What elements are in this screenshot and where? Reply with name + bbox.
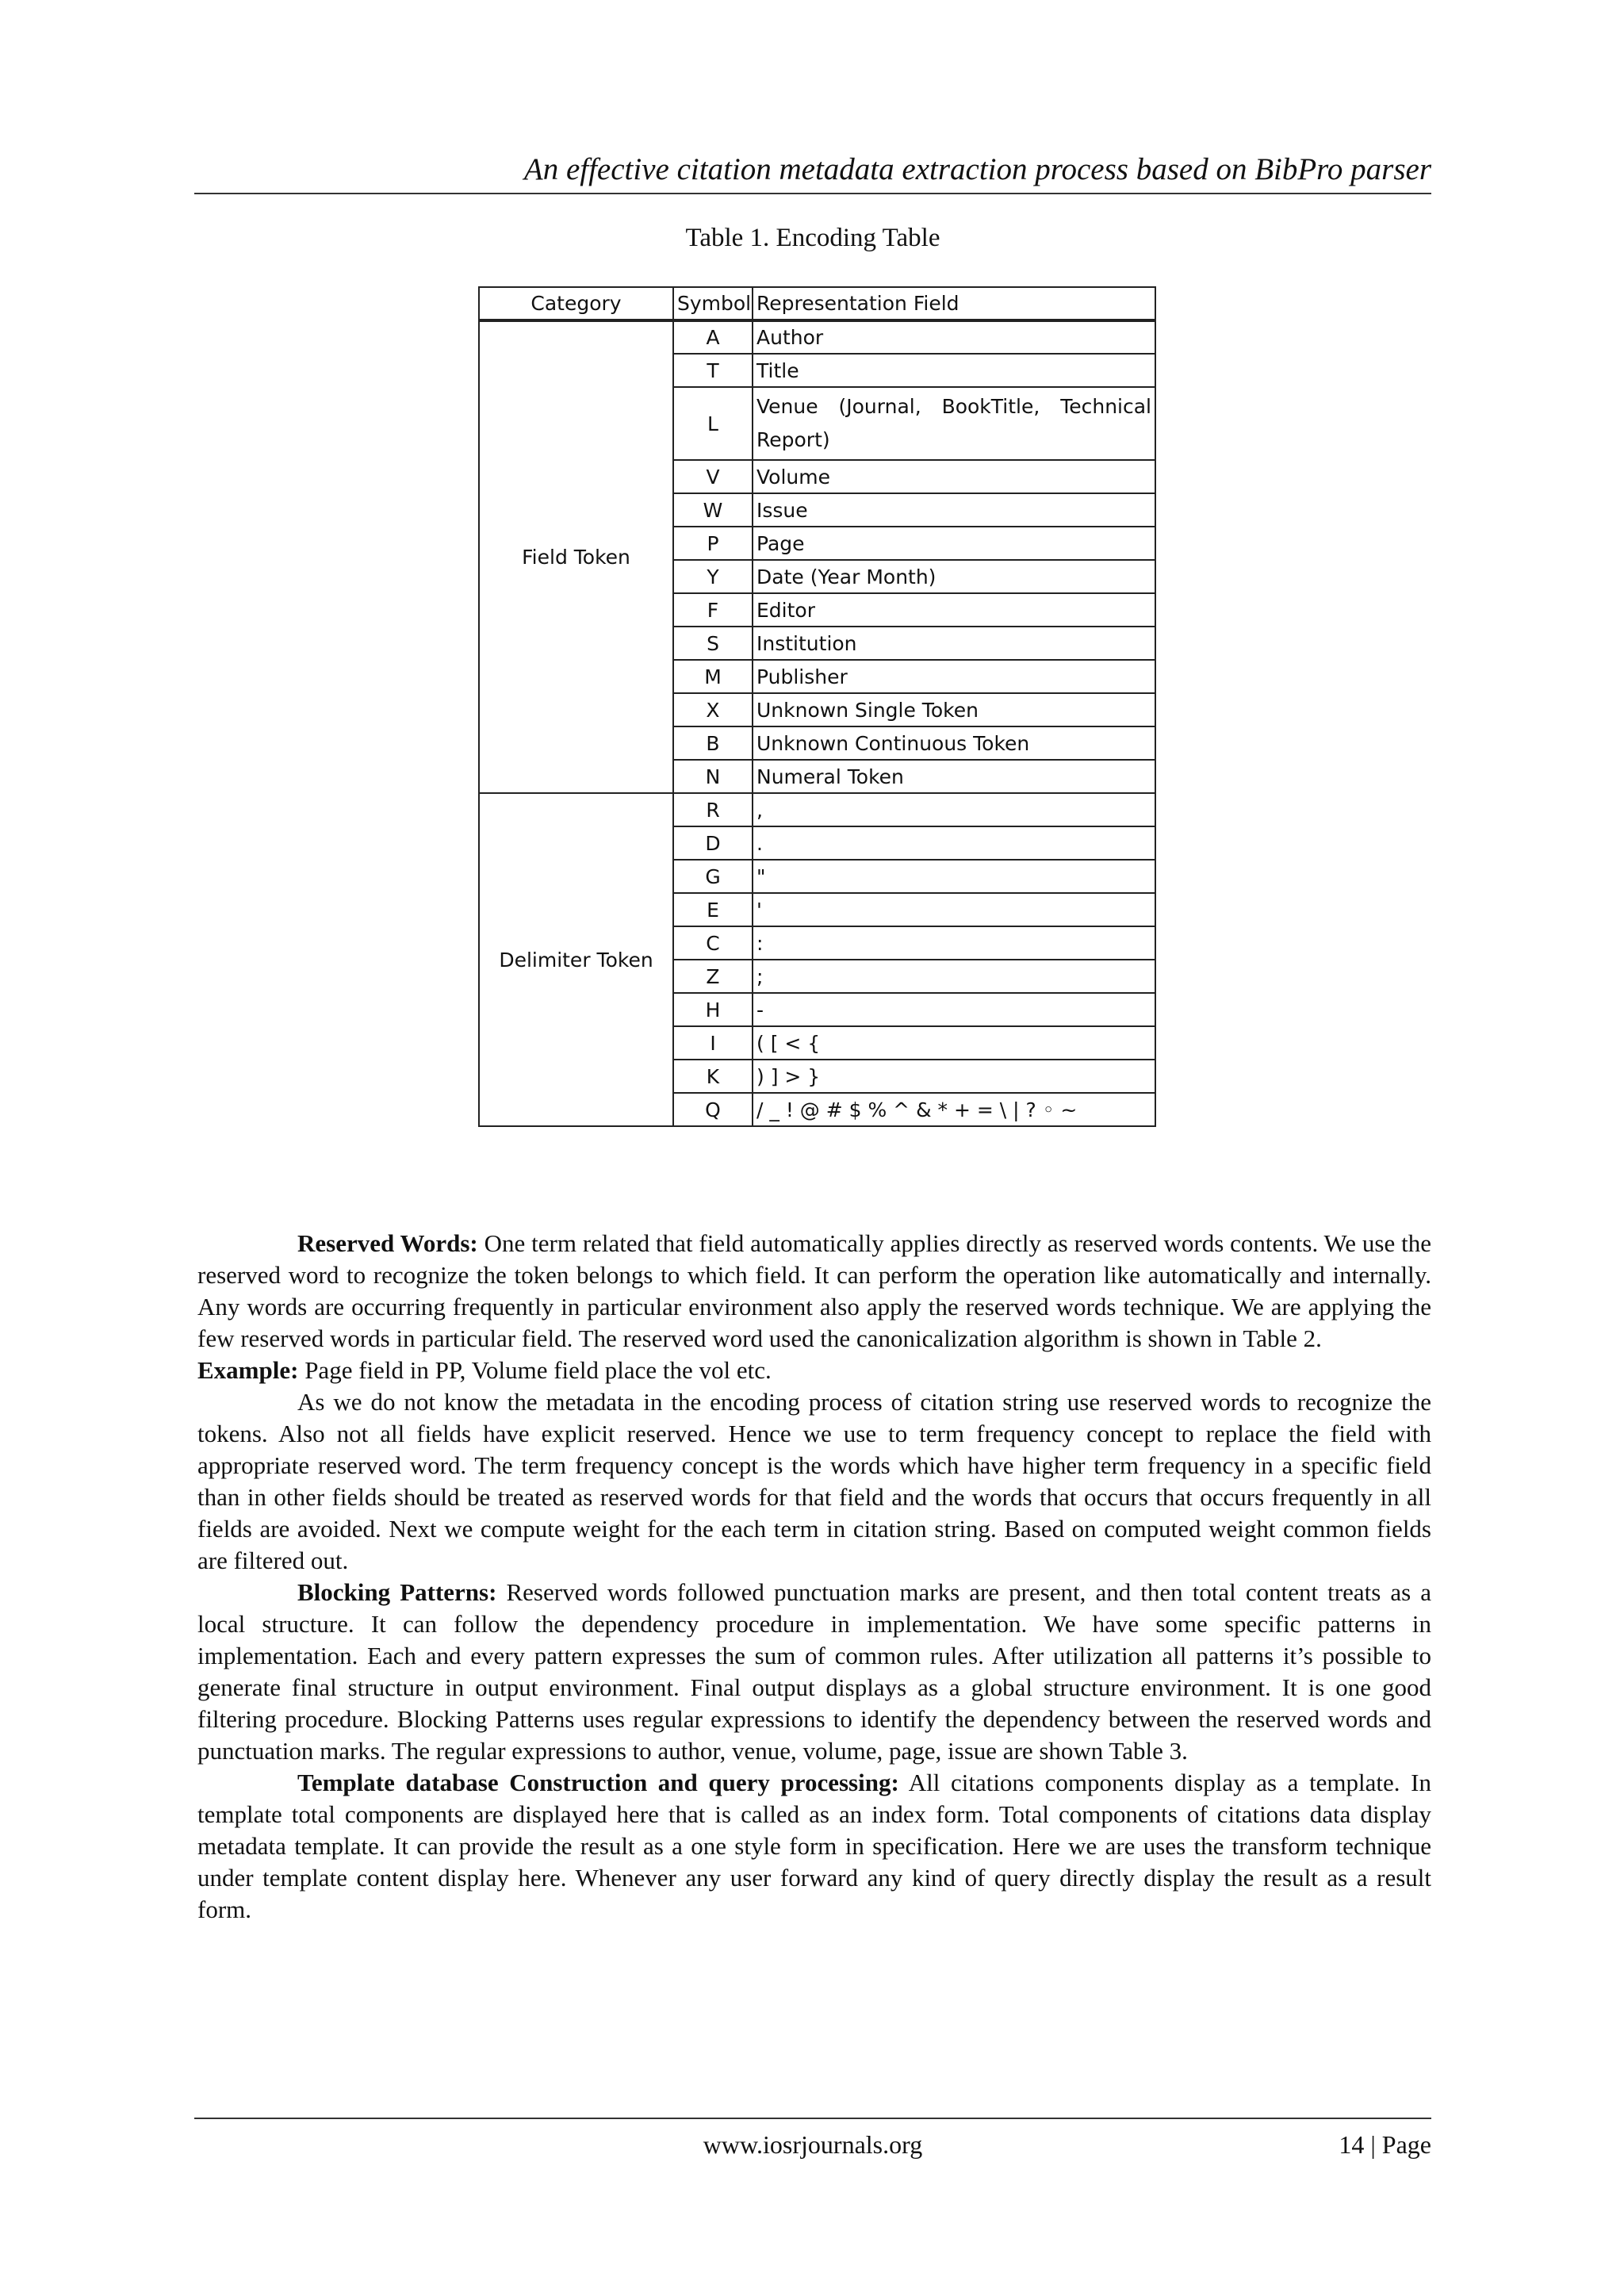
field-cell: Institution	[753, 627, 1155, 660]
category-cell-field-token: Field Token	[479, 320, 673, 793]
header-rule	[194, 193, 1431, 194]
field-cell: Title	[753, 354, 1155, 387]
symbol-cell: Q	[673, 1093, 753, 1126]
category-cell-delimiter-token: Delimiter Token	[479, 793, 673, 1126]
symbol-cell: C	[673, 926, 753, 960]
symbol-cell: L	[673, 387, 753, 460]
table-header-row	[479, 287, 1155, 320]
symbol-cell: W	[673, 493, 753, 527]
table-caption: Table 1. Encoding Table	[685, 224, 940, 252]
page-number: 14 | Page	[1339, 2130, 1431, 2159]
field-cell: ;	[753, 960, 1155, 993]
symbol-cell: T	[673, 354, 753, 387]
footer-rule	[194, 2118, 1431, 2119]
symbol-cell: P	[673, 527, 753, 560]
field-cell: .	[753, 826, 1155, 860]
encoding-table	[478, 286, 1156, 1127]
run-in-heading: Reserved Words:	[297, 1229, 478, 1257]
body-text	[197, 1228, 1431, 1926]
field-cell: Page	[753, 527, 1155, 560]
run-in-heading: Example:	[197, 1356, 299, 1384]
field-cell: / _ ! @ # $ % ^ & * + = \ | ? ◦ ~	[753, 1093, 1155, 1126]
paragraph-text: Page field in PP, Volume field place the vol etc.	[298, 1356, 772, 1384]
field-cell: Numeral Token	[753, 760, 1155, 793]
field-cell: Volume	[753, 460, 1155, 493]
symbol-cell: R	[673, 793, 753, 826]
symbol-cell: K	[673, 1060, 753, 1093]
symbol-cell: V	[673, 460, 753, 493]
paragraph-text: One term related that field automatically applies directly as reserved words contents. We use the reserved word to recognize the token belongs to which field. It can perform the operation like automatically and internally. Any words are occurring frequently in particular environment also apply the reserved words technique. We are applying the few reserved words in particular field. The reserved word used the canonicalization algorithm is shown in Table 2.	[197, 1229, 1431, 1352]
column-header-symbol: Symbol	[673, 287, 753, 320]
symbol-cell: G	[673, 860, 753, 893]
symbol-cell: Z	[673, 960, 753, 993]
symbol-cell: D	[673, 826, 753, 860]
paragraph-template-database	[197, 1767, 1431, 1926]
symbol-cell: F	[673, 593, 753, 627]
field-cell: :	[753, 926, 1155, 960]
field-cell: Date (Year Month)	[753, 560, 1155, 593]
symbol-cell: E	[673, 893, 753, 926]
symbol-cell: A	[673, 320, 753, 354]
field-cell: '	[753, 893, 1155, 926]
running-header: An effective citation metadata extraction process based on BibPro parser	[523, 152, 1431, 186]
paragraph-reserved-words	[197, 1228, 1431, 1355]
column-header-category: Category	[479, 287, 673, 320]
symbol-cell: H	[673, 993, 753, 1026]
field-cell: Author	[753, 320, 1155, 354]
paragraph-text: All citations components display as a template. In template total components are displayed here that is called as an index form. Total components of citations data display metadata template. It can provide the result as a one style form in specification. Here we are uses the transform technique under template content display here. Whenever any user forward any kind of query directly display the result as a result form.	[197, 1769, 1431, 1923]
table-row	[479, 320, 1155, 354]
paragraph-term-frequency	[197, 1386, 1431, 1577]
symbol-cell: S	[673, 627, 753, 660]
symbol-cell: X	[673, 693, 753, 726]
paragraph-example	[197, 1355, 1431, 1386]
run-in-heading: Blocking Patterns:	[297, 1578, 497, 1606]
paragraph-blocking-patterns	[197, 1577, 1431, 1767]
symbol-cell: M	[673, 660, 753, 693]
field-cell: Issue	[753, 493, 1155, 527]
footer-url: www.iosrjournals.org	[703, 2130, 923, 2159]
field-cell: Venue (Journal, BookTitle, Technical Report)	[753, 387, 1155, 460]
field-cell: ,	[753, 793, 1155, 826]
field-cell: Publisher	[753, 660, 1155, 693]
run-in-heading: Template database Construction and query processing:	[297, 1769, 899, 1796]
table-row	[479, 793, 1155, 826]
field-cell: Unknown Single Token	[753, 693, 1155, 726]
field-cell: "	[753, 860, 1155, 893]
field-cell: -	[753, 993, 1155, 1026]
symbol-cell: N	[673, 760, 753, 793]
symbol-cell: B	[673, 726, 753, 760]
paragraph-text: Reserved words followed punctuation marks are present, and then total content treats as a local structure. It can follow the dependency procedure in implementation. We have some specific patterns in implementation. Each and every pattern expresses the sum of common rules. After utilization all patterns it’s possible to generate final structure in output environment. Final output displays as a global structure environment. It is one good filtering procedure. Blocking Patterns uses regular expressions to identify the dependency between the reserved words and punctuation marks. The regular expressions to author, venue, volume, page, issue are shown Table 3.	[197, 1578, 1431, 1765]
paragraph-text: As we do not know the metadata in the encoding process of citation string use reserved words to recognize the tokens. Also not all fields have explicit reserved. Hence we use to term frequency concept to replace the field with appropriate reserved word. The term frequency concept is the words which have higher term frequency in a specific field than in other fields should be treated as reserved words for that field and the words that occurs that occurs frequently in all fields are avoided. Next we compute weight for the each term in citation string. Based on computed weight common fields are filtered out.	[197, 1388, 1431, 1574]
field-cell: Editor	[753, 593, 1155, 627]
field-cell: ( [ < {	[753, 1026, 1155, 1060]
symbol-cell: Y	[673, 560, 753, 593]
column-header-representation-field: Representation Field	[753, 287, 1155, 320]
field-cell: ) ] > }	[753, 1060, 1155, 1093]
symbol-cell: I	[673, 1026, 753, 1060]
field-cell: Unknown Continuous Token	[753, 726, 1155, 760]
